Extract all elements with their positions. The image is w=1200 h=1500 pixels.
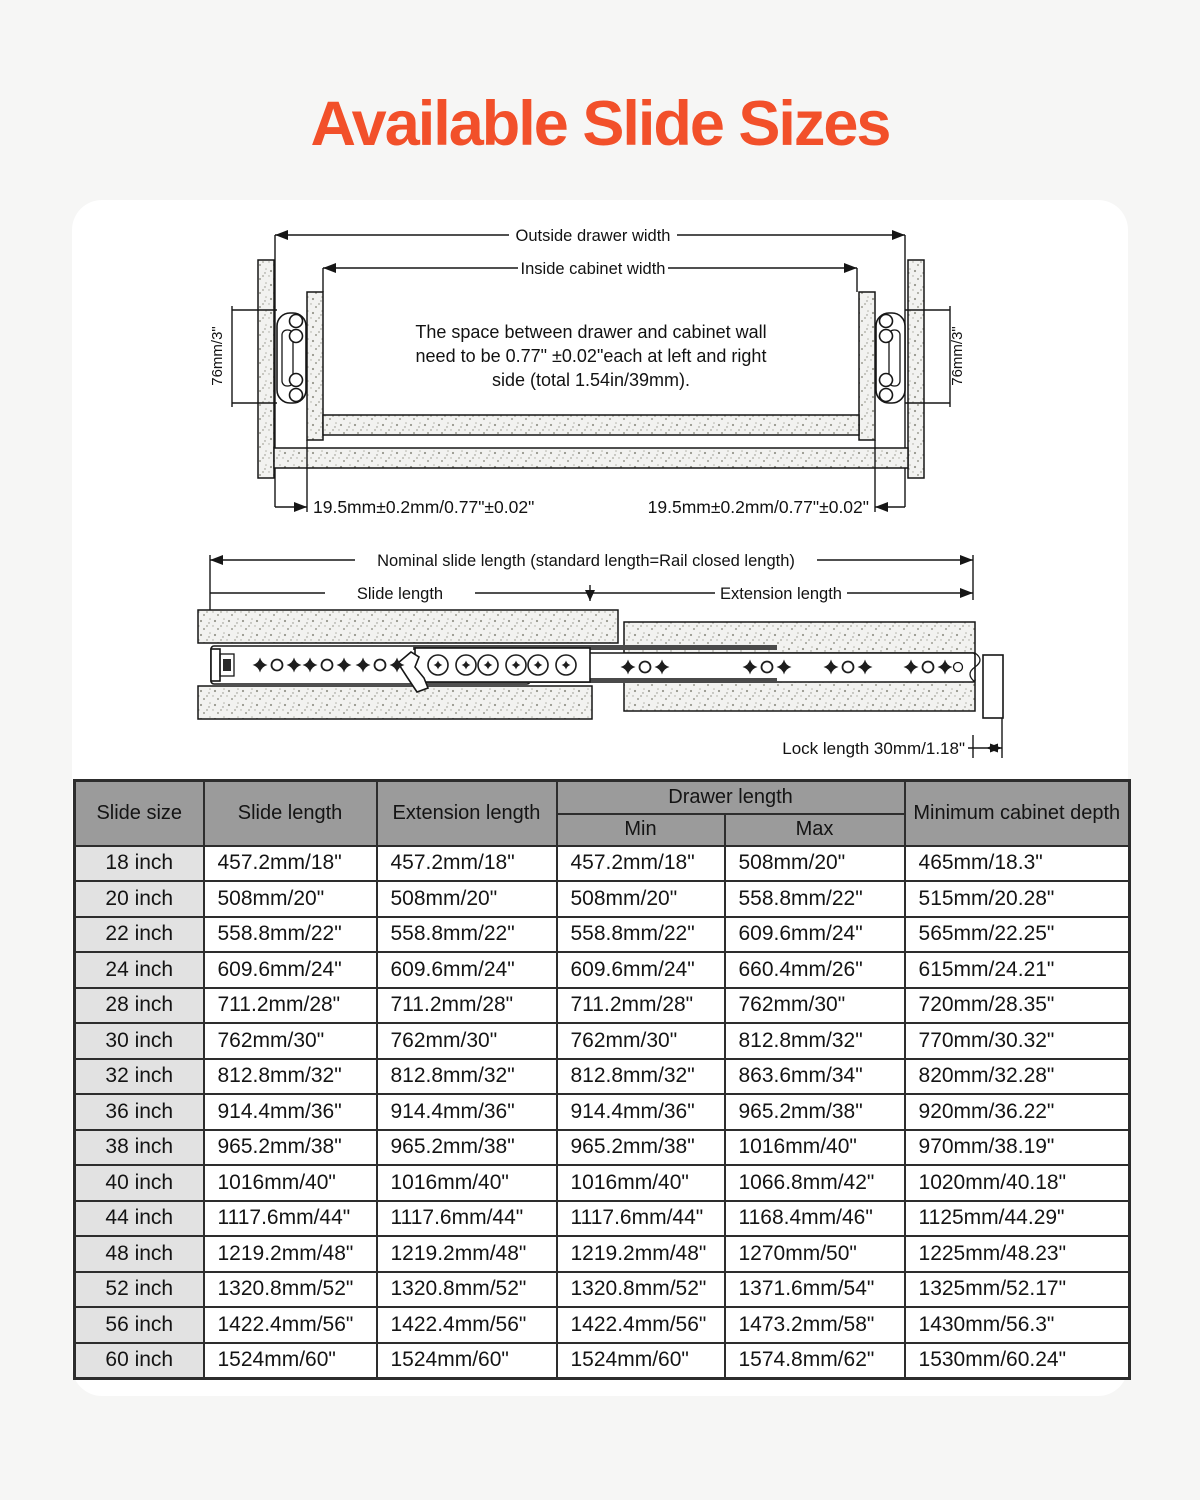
value-cell: 609.6mm/24": [204, 952, 377, 988]
header-slide-length: Slide length: [204, 781, 377, 846]
cabinet-wall-right: [908, 260, 924, 478]
value-cell: 508mm/20": [377, 881, 557, 917]
value-cell: 1430mm/56.3": [905, 1307, 1130, 1343]
gap-dimension-left: 19.5mm±0.2mm/0.77"±0.02": [313, 497, 535, 517]
table-row: [75, 952, 1130, 988]
table-row: [75, 881, 1130, 917]
value-cell: 920mm/36.22": [905, 1094, 1130, 1130]
value-cell: 812.8mm/32": [377, 1059, 557, 1095]
value-cell: 1371.6mm/54": [725, 1272, 905, 1308]
value-cell: 1574.8mm/62": [725, 1343, 905, 1379]
value-cell: 965.2mm/38": [204, 1130, 377, 1166]
value-cell: 565mm/22.25": [905, 917, 1130, 953]
spacing-note-line1: The space between drawer and cabinet wall: [415, 322, 767, 342]
value-cell: 609.6mm/24": [377, 952, 557, 988]
table-row: [75, 1343, 1130, 1379]
value-cell: 1422.4mm/56": [557, 1307, 725, 1343]
value-cell: 1016mm/40": [557, 1165, 725, 1201]
slide-height-label-left: 76mm/3": [209, 326, 226, 386]
slide-size-cell: 44 inch: [75, 1201, 204, 1237]
value-cell: 1066.8mm/42": [725, 1165, 905, 1201]
slide-size-table: [73, 779, 1131, 1380]
slide-cross-section-right: [876, 313, 905, 403]
table-row: [75, 917, 1130, 953]
value-cell: 965.2mm/38": [557, 1130, 725, 1166]
value-cell: 863.6mm/34": [725, 1059, 905, 1095]
page-title: Available Slide Sizes: [310, 89, 890, 159]
value-cell: 914.4mm/36": [557, 1094, 725, 1130]
value-cell: 965.2mm/38": [725, 1094, 905, 1130]
table-row: [75, 1236, 1130, 1272]
value-cell: 457.2mm/18": [377, 846, 557, 882]
value-cell: 660.4mm/26": [725, 952, 905, 988]
slide-size-table-body: [75, 846, 1130, 1379]
value-cell: 1117.6mm/44": [377, 1201, 557, 1237]
value-cell: 609.6mm/24": [557, 952, 725, 988]
slide-length-diagram: [198, 552, 1003, 758]
outside-drawer-width-label: Outside drawer width: [515, 227, 671, 245]
value-cell: 762mm/30": [204, 1023, 377, 1059]
value-cell: 1168.4mm/46": [725, 1201, 905, 1237]
value-cell: 508mm/20": [204, 881, 377, 917]
front-end-plate: [983, 655, 1003, 718]
table-row: [75, 1201, 1130, 1237]
value-cell: 762mm/30": [725, 988, 905, 1024]
table-row: [75, 1094, 1130, 1130]
value-cell: 1020mm/40.18": [905, 1165, 1130, 1201]
value-cell: 711.2mm/28": [204, 988, 377, 1024]
slide-size-cell: 22 inch: [75, 917, 204, 953]
value-cell: 558.8mm/22": [204, 917, 377, 953]
table-row: [75, 1130, 1130, 1166]
value-cell: 558.8mm/22": [377, 917, 557, 953]
value-cell: 1219.2mm/48": [557, 1236, 725, 1272]
value-cell: 1219.2mm/48": [204, 1236, 377, 1272]
slide-size-cell: 52 inch: [75, 1272, 204, 1308]
slide-size-cell: 56 inch: [75, 1307, 204, 1343]
value-cell: 1117.6mm/44": [204, 1201, 377, 1237]
value-cell: 1422.4mm/56": [377, 1307, 557, 1343]
slide-size-cell: 30 inch: [75, 1023, 204, 1059]
value-cell: 965.2mm/38": [377, 1130, 557, 1166]
nominal-length-label: Nominal slide length (standard length=Rail closed length): [377, 552, 795, 570]
cabinet-bottom: [274, 448, 908, 468]
slide-size-cell: 20 inch: [75, 881, 204, 917]
slide-length-label: Slide length: [356, 585, 444, 603]
cabinet-member-bottom: [198, 686, 592, 719]
value-cell: 914.4mm/36": [204, 1094, 377, 1130]
header-drawer-length: Drawer length: [557, 781, 905, 814]
technical-diagrams: [72, 225, 1128, 785]
value-cell: 812.8mm/32": [557, 1059, 725, 1095]
spacing-note-line2: need to be 0.77" ±0.02"each at left and right: [415, 346, 767, 366]
slide-size-cell: 28 inch: [75, 988, 204, 1024]
value-cell: 762mm/30": [557, 1023, 725, 1059]
value-cell: 457.2mm/18": [204, 846, 377, 882]
value-cell: 558.8mm/22": [557, 917, 725, 953]
slide-height-label-right: 76mm/3": [949, 326, 966, 386]
value-cell: 770mm/30.32": [905, 1023, 1130, 1059]
value-cell: 1016mm/40": [725, 1130, 905, 1166]
value-cell: 1473.2mm/58": [725, 1307, 905, 1343]
slide-size-cell: 32 inch: [75, 1059, 204, 1095]
drawer-member-bottom: [624, 680, 975, 711]
value-cell: 914.4mm/36": [377, 1094, 557, 1130]
value-cell: 720mm/28.35": [905, 988, 1130, 1024]
value-cell: 1524mm/60": [204, 1343, 377, 1379]
spacing-note-line3: side (total 1.54in/39mm).: [491, 370, 691, 390]
slide-size-cell: 24 inch: [75, 952, 204, 988]
table-row: [75, 1165, 1130, 1201]
value-cell: 609.6mm/24": [725, 917, 905, 953]
slide-size-cell: 40 inch: [75, 1165, 204, 1201]
header-drawer-min: Min: [557, 814, 725, 846]
table-row: [75, 1023, 1130, 1059]
value-cell: 1125mm/44.29": [905, 1201, 1130, 1237]
value-cell: 820mm/32.28": [905, 1059, 1130, 1095]
gap-dimension-right: 19.5mm±0.2mm/0.77"±0.02": [647, 497, 869, 517]
header-min-cabinet-depth: Minimum cabinet depth: [905, 781, 1130, 846]
table-row: [75, 988, 1130, 1024]
slide-size-cell: 36 inch: [75, 1094, 204, 1130]
drawer-width-diagram: [209, 227, 966, 517]
slide-size-cell: 60 inch: [75, 1343, 204, 1379]
value-cell: 1225mm/48.23": [905, 1236, 1130, 1272]
drawer-wall-right: [859, 292, 875, 440]
value-cell: 508mm/20": [725, 846, 905, 882]
rail-holes-left: [253, 658, 405, 673]
cabinet-wall-left: [258, 260, 274, 478]
drawer-wall-left: [307, 292, 323, 440]
value-cell: 615mm/24.21": [905, 952, 1130, 988]
value-cell: 558.8mm/22": [725, 881, 905, 917]
cabinet-member-top: [198, 610, 618, 643]
value-cell: 711.2mm/28": [377, 988, 557, 1024]
header-drawer-max: Max: [725, 814, 905, 846]
value-cell: 1016mm/40": [204, 1165, 377, 1201]
header-extension-length: Extension length: [377, 781, 557, 846]
value-cell: 1320.8mm/52": [204, 1272, 377, 1308]
value-cell: 812.8mm/32": [204, 1059, 377, 1095]
value-cell: 762mm/30": [377, 1023, 557, 1059]
value-cell: 1530mm/60.24": [905, 1343, 1130, 1379]
value-cell: 1325mm/52.17": [905, 1272, 1130, 1308]
table-row: [75, 1307, 1130, 1343]
slide-size-cell: 38 inch: [75, 1130, 204, 1166]
slide-size-cell: 18 inch: [75, 846, 204, 882]
slide-cross-section-left: [277, 313, 306, 403]
lock-length-label: Lock length 30mm/1.18": [782, 739, 965, 758]
value-cell: 812.8mm/32": [725, 1023, 905, 1059]
table-row: [75, 1272, 1130, 1308]
value-cell: 1320.8mm/52": [377, 1272, 557, 1308]
value-cell: 508mm/20": [557, 881, 725, 917]
value-cell: 457.2mm/18": [557, 846, 725, 882]
value-cell: 1016mm/40": [377, 1165, 557, 1201]
value-cell: 465mm/18.3": [905, 846, 1130, 882]
inside-cabinet-width-label: Inside cabinet width: [520, 260, 666, 278]
table-row: [75, 1059, 1130, 1095]
value-cell: 1422.4mm/56": [204, 1307, 377, 1343]
value-cell: 1524mm/60": [557, 1343, 725, 1379]
value-cell: 1320.8mm/52": [557, 1272, 725, 1308]
table-row: [75, 846, 1130, 882]
value-cell: 1219.2mm/48": [377, 1236, 557, 1272]
value-cell: 1270mm/50": [725, 1236, 905, 1272]
value-cell: 711.2mm/28": [557, 988, 725, 1024]
value-cell: 1117.6mm/44": [557, 1201, 725, 1237]
slide-size-cell: 48 inch: [75, 1236, 204, 1272]
value-cell: 515mm/20.28": [905, 881, 1130, 917]
value-cell: 970mm/38.19": [905, 1130, 1130, 1166]
drawer-bottom: [323, 415, 859, 435]
extension-length-label: Extension length: [719, 585, 843, 603]
header-slide-size: Slide size: [75, 781, 204, 846]
value-cell: 1524mm/60": [377, 1343, 557, 1379]
